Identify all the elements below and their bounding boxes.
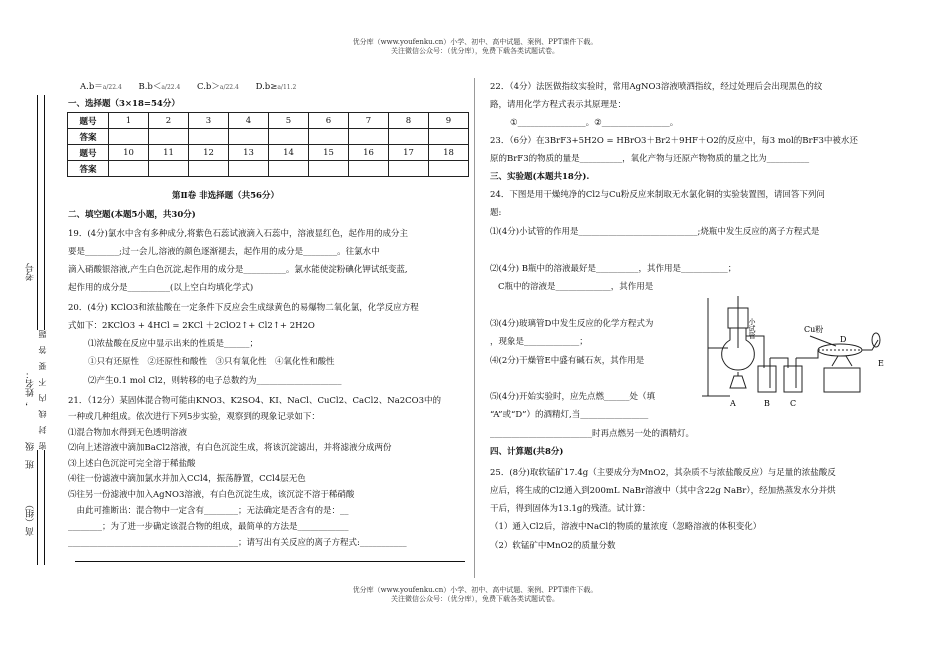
q24-line: C瓶中的溶液是_____________，其作用是 bbox=[498, 282, 654, 292]
q20-line: 式如下：2KClO3 + 4HCl = 2KCl ＋2ClO2↑+ Cl2↑+ 2H2O bbox=[68, 321, 315, 331]
q19-line: 滴入硝酸银溶液,产生白色沉淀,起作用的成分是__________。氯水能使淀粉碘化钾试纸变蓝, bbox=[68, 265, 408, 275]
label-b: B bbox=[764, 399, 770, 408]
label-c: C bbox=[790, 399, 797, 408]
option-d-frac: a/11.2 bbox=[277, 84, 297, 91]
answer-cell[interactable] bbox=[269, 129, 309, 145]
table-cell: 1 bbox=[109, 113, 149, 129]
answer-cell[interactable] bbox=[149, 161, 189, 177]
label-cu: Cu粉 bbox=[804, 325, 824, 334]
answer-cell[interactable] bbox=[429, 161, 469, 177]
table-row bbox=[68, 145, 469, 161]
q24-line: ________________________时再点燃另一处的酒精灯。 bbox=[490, 429, 695, 439]
apparatus-diagram bbox=[700, 288, 885, 410]
table-cell: 5 bbox=[269, 113, 309, 129]
table-cell: 2 bbox=[149, 113, 189, 129]
table-head: 答案 bbox=[68, 129, 109, 145]
class-name-label: 班 级 ，姓名： bbox=[26, 370, 36, 469]
answer-cell[interactable] bbox=[389, 129, 429, 145]
table-cell: 17 bbox=[389, 145, 429, 161]
table-cell: 9 bbox=[429, 113, 469, 129]
q19-line: 19．(4分)氯水中含有多种成分,将紫色石蕊试液滴入石蕊中，溶液显红色，起作用的成分主 bbox=[68, 229, 409, 239]
table-row bbox=[68, 129, 469, 145]
table-cell: 3 bbox=[189, 113, 229, 129]
label-small-tube: 小试管 bbox=[748, 318, 756, 339]
q24-line: ⑸(4分)开始实验时，应先点燃______处（填 bbox=[490, 392, 656, 402]
q21-line: ⑸往另一份滤液中加入AgNO3溶液，有白色沉淀生成，该沉淀不溶于稀硝酸 bbox=[68, 490, 355, 500]
section-2-title: 二、填空题(本题5小题，共30分) bbox=[68, 210, 196, 220]
q24-line: ⑵(4分) B瓶中的溶液最好是__________，其作用是___________； bbox=[490, 264, 737, 274]
q19-line: 起作用的成分是__________(以上空白均填化学式) bbox=[68, 283, 254, 293]
section-1-title: 一、选择题（3×18=54分） bbox=[68, 99, 180, 109]
table-cell: 10 bbox=[109, 145, 149, 161]
q20-line: ⑵产生0.1 mol Cl2，则转移的电子总数约为____________________ bbox=[88, 376, 342, 386]
page-footer bbox=[0, 586, 950, 604]
q20-line: ①只有还原性 ②还原性和酸性 ③只有氧化性 ④氧化性和酸性 bbox=[88, 357, 335, 367]
table-cell: 16 bbox=[349, 145, 389, 161]
table-cell: 15 bbox=[309, 145, 349, 161]
table-head: 答案 bbox=[68, 161, 109, 177]
q20-line: ⑴浓盐酸在反应中显示出来的性质是______； bbox=[88, 339, 259, 349]
label-a: A bbox=[730, 399, 736, 408]
answer-cell[interactable] bbox=[389, 161, 429, 177]
answer-cell[interactable] bbox=[229, 161, 269, 177]
answer-cell[interactable] bbox=[349, 129, 389, 145]
q24-line: ，现象是_____________； bbox=[490, 337, 588, 347]
q21-line: ⑷往一份滤液中滴加氯水并加入CCl4，振荡静置，CCl4层无色 bbox=[68, 474, 306, 484]
q21-line: ⑶上述白色沉淀可完全溶于稀盐酸 bbox=[68, 459, 196, 469]
option-d: D.b≥ bbox=[255, 82, 278, 92]
table-head: 题号 bbox=[68, 113, 109, 129]
bottle-b bbox=[758, 366, 776, 392]
footer-line-2: 关注微信公众号：（优分库），免费下载各类试题试卷。 bbox=[391, 595, 559, 603]
option-row bbox=[80, 81, 296, 94]
answer-cell[interactable] bbox=[309, 161, 349, 177]
table-row bbox=[68, 161, 469, 177]
table-head: 题号 bbox=[68, 145, 109, 161]
q25-line: （1）通入Cl2后，溶液中NaCl的物质的量浓度（忽略溶液的体积变化） bbox=[490, 522, 762, 532]
answer-cell[interactable] bbox=[349, 161, 389, 177]
part-2-title: 第Ⅱ卷 非选择题（共56分） bbox=[172, 191, 279, 201]
answer-cell[interactable] bbox=[189, 161, 229, 177]
q21-line: ________________________________________；请写出有关反应的离子方程式:___________ bbox=[68, 538, 407, 548]
dryer-e bbox=[862, 340, 878, 350]
table-cell: 18 bbox=[429, 145, 469, 161]
answer-cell[interactable] bbox=[229, 129, 269, 145]
q19-line: 要是________;过一会儿,溶液的颜色逐渐褪去，起作用的成分是________。往氯水中 bbox=[68, 247, 380, 257]
table-cell: 6 bbox=[309, 113, 349, 129]
bottle-c bbox=[784, 366, 802, 392]
school-label: 高（组） bbox=[26, 500, 36, 536]
header-line-2: 关注微信公众号：（优分库），免费下载各类试题试卷。 bbox=[391, 47, 559, 55]
column-divider bbox=[474, 78, 475, 578]
option-c: C.b＞ bbox=[197, 82, 220, 92]
answer-table bbox=[67, 112, 469, 177]
option-b-frac: a/22.4 bbox=[161, 84, 181, 91]
table-cell: 4 bbox=[229, 113, 269, 129]
table-cell: 12 bbox=[189, 145, 229, 161]
q21-line: 一种或几种组成。依次进行下列5步实验，观察到的现象记录如下： bbox=[68, 412, 320, 422]
answer-cell[interactable] bbox=[269, 161, 309, 177]
label-e: E bbox=[878, 359, 884, 368]
answer-cell[interactable] bbox=[189, 129, 229, 145]
footer-line-1: 优分库（www.youfenku.cn）小学、初中、高中试题、案例、PPT课件下载。 bbox=[352, 586, 598, 594]
q20-line: 20．(4分) KClO3和浓盐酸在一定条件下反应会生成绿黄色的易爆物二氧化氯，化学反应方程 bbox=[68, 303, 419, 313]
q24-line: 24．下图是用干燥纯净的Cl2与Cu粉反应来制取无水氯化铜的实验装置图，请回答下列问 bbox=[490, 190, 825, 200]
seal-warning: 密 封 线 内 不 要 答 题 bbox=[38, 330, 47, 450]
answer-cell[interactable] bbox=[429, 129, 469, 145]
q22-line: 22．（4分）法医做指纹实验时，常用AgNO3溶液喷洒指纹，经过处理后会出现黑色的纹 bbox=[490, 82, 823, 92]
answer-cell[interactable] bbox=[149, 129, 189, 145]
q23-line: 原的BrF3的物质的量是__________，氧化产物与还原产物物质的量之比为__________ bbox=[490, 154, 810, 164]
table-cell: 13 bbox=[229, 145, 269, 161]
kaohao-label: 考号 bbox=[26, 263, 36, 281]
q25-line: 25．(8分)取软锰矿17.4g（主要成分为MnO2，其杂质不与浓盐酸反应）与足量的浓盐酸反 bbox=[490, 468, 836, 478]
q24-line: ⑶(4分)玻璃管D中发生反应的化学方程式为 bbox=[490, 319, 654, 329]
option-a: A.b＝ bbox=[80, 82, 103, 92]
answer-line bbox=[75, 561, 465, 562]
answer-cell[interactable] bbox=[109, 161, 149, 177]
binding-margin bbox=[0, 0, 50, 649]
table-cell: 14 bbox=[269, 145, 309, 161]
q22-line: ①________________。②________________。 bbox=[510, 118, 679, 128]
option-a-frac: a/22.4 bbox=[102, 84, 122, 91]
table-cell: 7 bbox=[349, 113, 389, 129]
q21-line: ⑵向上述溶液中滴加BaCl2溶液，有白色沉淀生成，将该沉淀滤出，并将滤液分成两份 bbox=[68, 443, 392, 453]
lamp-a bbox=[730, 376, 746, 388]
label-d: D bbox=[840, 335, 847, 344]
q25-line: 干后，得到固体为13.1g的残渣。试计算： bbox=[490, 504, 651, 514]
q21-line: 由此可推断出：混合物中一定含有________；无法确定是否含有的是：__ bbox=[68, 506, 349, 516]
q24-line: 题: bbox=[490, 208, 502, 218]
q21-line: 21．（12分）某固体混合物可能由KNO3、K2SO4、KI、NaCl、CuCl2、CaCl2、Na2CO3中的 bbox=[68, 396, 442, 406]
option-b: B.b＜ bbox=[138, 82, 162, 92]
section-4-title: 四、计算题(共8分) bbox=[490, 447, 564, 457]
q21-line: ⑴混合物加水得到无色透明溶液 bbox=[68, 428, 188, 438]
q24-line: ⑴(4分)小试管的作用是____________________________;烧瓶中发生反应的离子方程式是 bbox=[490, 227, 820, 237]
q25-line: （2）软锰矿中MnO2的质量分数 bbox=[490, 541, 616, 551]
answer-cell[interactable] bbox=[309, 129, 349, 145]
page-header bbox=[0, 38, 950, 56]
header-line-1: 优分库（www.youfenku.cn）小学、初中、高中试题、案例、PPT课件下载。 bbox=[352, 38, 598, 46]
q24-line: ⑷(2分)干燥管E中盛有碱石灰，其作用是 bbox=[490, 356, 645, 366]
section-3-title: 三、实验题(本题共18分). bbox=[490, 172, 590, 182]
table-row bbox=[68, 113, 469, 129]
q21-line: ________；为了进一步确定该混合物的组成，最简单的方法是____________ bbox=[68, 522, 349, 532]
table-cell: 11 bbox=[149, 145, 189, 161]
bath-d bbox=[824, 368, 860, 392]
q24-line: “A”或“D”）的酒精灯,当________________ bbox=[490, 410, 649, 420]
q22-line: 路，请用化学方程式表示其原理是： bbox=[490, 100, 627, 110]
table-cell: 8 bbox=[389, 113, 429, 129]
q23-line: 23．（6分）在3BrF3+5H2O = HBrO3＋Br2＋9HF＋O2的反应中，每3 mol的BrF3中被水还 bbox=[490, 136, 858, 146]
answer-cell[interactable] bbox=[109, 129, 149, 145]
option-c-frac: a/22.4 bbox=[219, 84, 239, 91]
q25-line: 应后，将生成的Cl2通入到200mL NaBr溶液中（其中含22g NaBr），经加热蒸发水分并烘 bbox=[490, 486, 836, 496]
